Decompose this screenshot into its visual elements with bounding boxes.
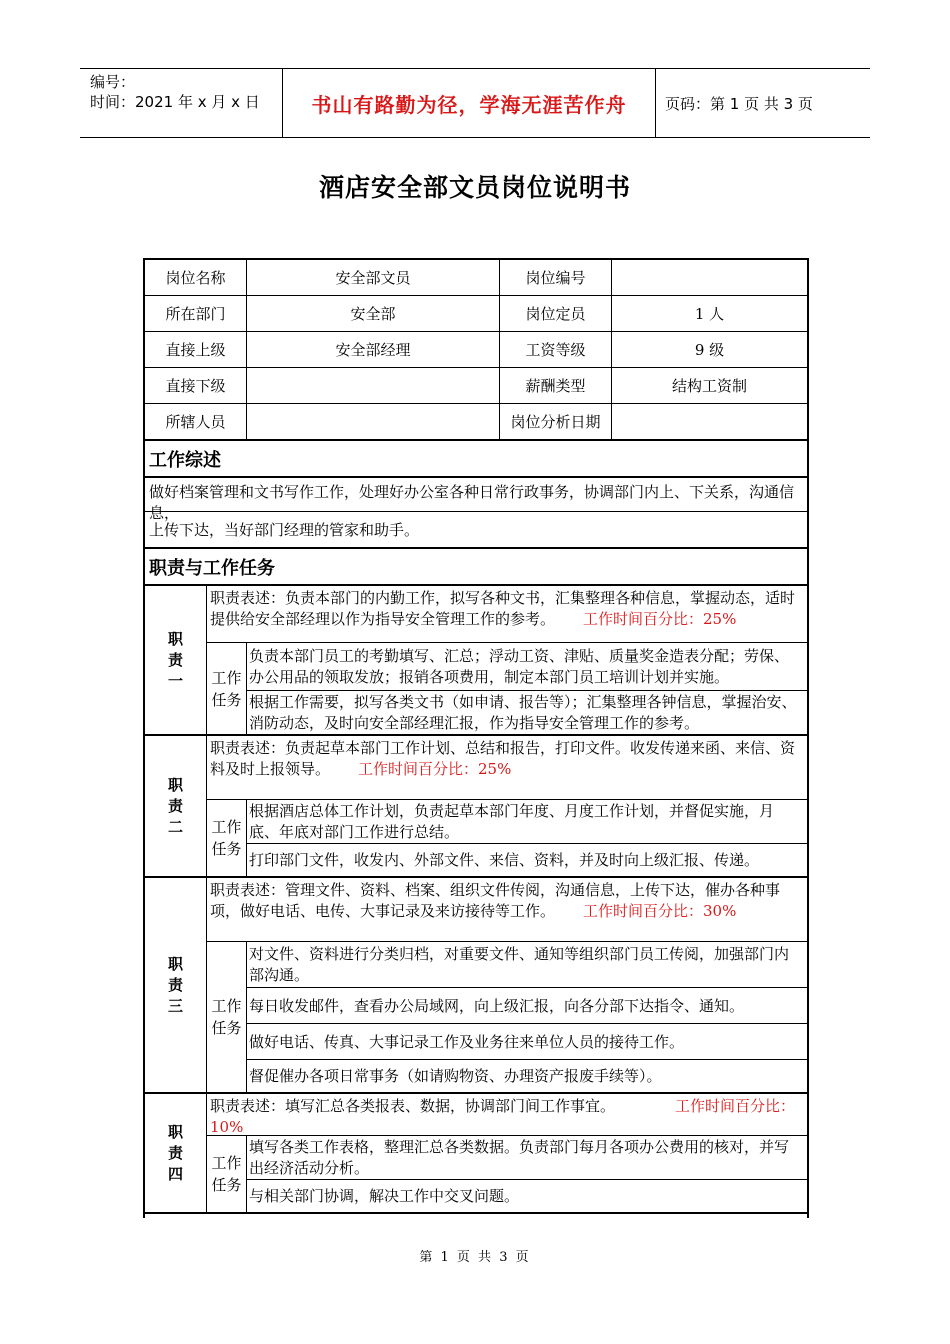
info-label: 岗位分析日期 (500, 404, 612, 439)
header-meta (80, 69, 282, 137)
info-value (247, 368, 500, 403)
duty-block (145, 736, 807, 878)
duties-section (145, 586, 807, 1214)
info-value: 9 级 (694, 341, 725, 359)
info-row (145, 296, 807, 332)
work-time-percentage: 工作时间百分比：10% (210, 1097, 796, 1136)
duty-label-text: 职责三 (167, 954, 183, 1015)
duty-description-text: 职责表述：管理文件、资料、档案、组织文件传阅，沟通信息，上传下达，催办各种事项，做好电话、电传、大事记录及来访接待等工作。 (210, 881, 781, 920)
info-row (145, 260, 807, 296)
duty-block (145, 1094, 807, 1214)
task-item: 根据酒店总体工作计划，负责起草本部门年度、月度工作计划，并督促实施，月底、年底对部门工作进行总结。 (247, 800, 807, 844)
info-label: 所辖人员 (145, 404, 247, 439)
duty-description (207, 878, 807, 942)
task-item: 负责本部门员工的考勤填写、汇总；浮动工资、津贴、质量奖金造表分配；劳保、办公用品的领取发放；报销各项费用，制定本部门员工培训计划并实施。 (247, 643, 807, 691)
duty-label (145, 1094, 207, 1212)
task-label-text: 工作任务 (211, 668, 242, 709)
duty-block (145, 586, 807, 736)
duty-description-text: 职责表述：负责起草本部门工作计划、总结和报告，打印文件。收发传递来函、来信、资料及时上报领导。 (210, 739, 796, 778)
info-label: 薪酬类型 (500, 368, 612, 403)
summary-line-1: 做好档案管理和文书写作工作，处理好办公室各种日常行政事务，协调部门内上、下关系，沟通信息， (145, 478, 807, 512)
task-label (207, 1136, 247, 1212)
task-item: 填写各类工作表格，整理汇总各类数据。负责部门每月各项办公费用的核对，并写出经济活动分析。 (247, 1136, 807, 1180)
info-value (612, 260, 807, 295)
info-value (247, 404, 500, 439)
duty-description (207, 736, 807, 800)
task-label (207, 643, 247, 734)
time-label: 时间：2021 年 x 月 x 日 (90, 93, 260, 111)
info-row (145, 332, 807, 368)
info-label: 岗位名称 (145, 260, 247, 295)
task-item: 每日收发邮件，查看办公局域网，向上级汇报，向各分部下达指令、通知。 (247, 988, 807, 1024)
task-label (207, 942, 247, 1092)
info-value: 安全部 (247, 296, 500, 331)
number-label: 编号： (90, 73, 136, 91)
info-label: 工资等级 (500, 332, 612, 367)
duty-block (145, 878, 807, 1094)
info-label: 直接下级 (145, 368, 247, 403)
info-value (612, 404, 807, 439)
task-item: 打印部门文件，收发内、外部文件、来信、资料，并及时向上级汇报、传递。 (249, 851, 760, 869)
info-label: 岗位定员 (500, 296, 612, 331)
job-description-table (143, 258, 809, 1218)
info-label: 直接上级 (145, 332, 247, 367)
page-footer: 第 1 页 共 3 页 (419, 1250, 531, 1265)
document-title: 酒店安全部文员岗位说明书 (318, 173, 631, 202)
info-value: 安全部经理 (247, 332, 500, 367)
duty-description-text: 职责表述：负责本部门的内勤工作，拟写各种文书，汇集整理各种信息，掌握动态，适时提供给安全部经理以作为指导安全管理工作的参考。 (210, 589, 796, 628)
task-label-text: 工作任务 (211, 997, 242, 1037)
summary-title: 工作综述 (145, 440, 807, 478)
task-label (207, 800, 247, 876)
task-item: 做好电话、传真、大事记录工作及业务往来单位人员的接待工作。 (247, 1024, 807, 1060)
info-label: 岗位编号 (500, 260, 612, 295)
info-label: 所在部门 (145, 296, 247, 331)
task-item: 对文件、资料进行分类归档，对重要文件、通知等组织部门员工传阅，加强部门内部沟通。 (247, 942, 807, 988)
duty-description-text: 职责表述：填写汇总各类报表、数据，协调部门间工作事宜。 (210, 1097, 616, 1115)
duty-label-text: 职责二 (167, 775, 183, 836)
motto: 书山有路勤为径，学海无涯苦作舟 (282, 69, 656, 137)
work-time-percentage: 工作时间百分比：25% (358, 760, 512, 778)
task-item: 督促催办各项日常事务（如请购物资、办理资产报废手续等）。 (249, 1067, 662, 1085)
duty-label (145, 878, 207, 1092)
info-value: 结构工资制 (671, 377, 747, 395)
info-row (145, 404, 807, 440)
task-label-text: 工作任务 (211, 1154, 242, 1194)
task-item: 根据工作需要，拟写各类文书（如申请、报告等）；汇集整理各钟信息，掌握治安、消防动态，及时向安全部经理汇报，作为指导安全管理工作的参考。 (249, 693, 797, 732)
duty-label (145, 586, 207, 734)
duty-description (207, 586, 807, 643)
duty-description (207, 1094, 807, 1136)
page-code: 页码：第 1 页 共 3 页 (665, 94, 813, 113)
info-row (145, 368, 807, 404)
task-label-text: 工作任务 (211, 818, 242, 858)
page-header (80, 68, 870, 138)
duty-label-text: 职责一 (167, 629, 183, 690)
info-value: 安全部文员 (247, 260, 500, 295)
duties-title: 职责与工作任务 (145, 548, 807, 586)
task-item: 与相关部门协调，解决工作中交叉问题。 (249, 1187, 520, 1205)
info-section (145, 260, 807, 440)
work-time-percentage: 工作时间百分比：25% (583, 610, 737, 628)
summary-line-2: 上传下达，当好部门经理的管家和助手。 (145, 512, 807, 548)
work-time-percentage: 工作时间百分比：30% (583, 902, 737, 920)
duty-label (145, 736, 207, 876)
info-value: 1 人 (694, 305, 725, 323)
duty-label-text: 职责四 (167, 1122, 183, 1183)
